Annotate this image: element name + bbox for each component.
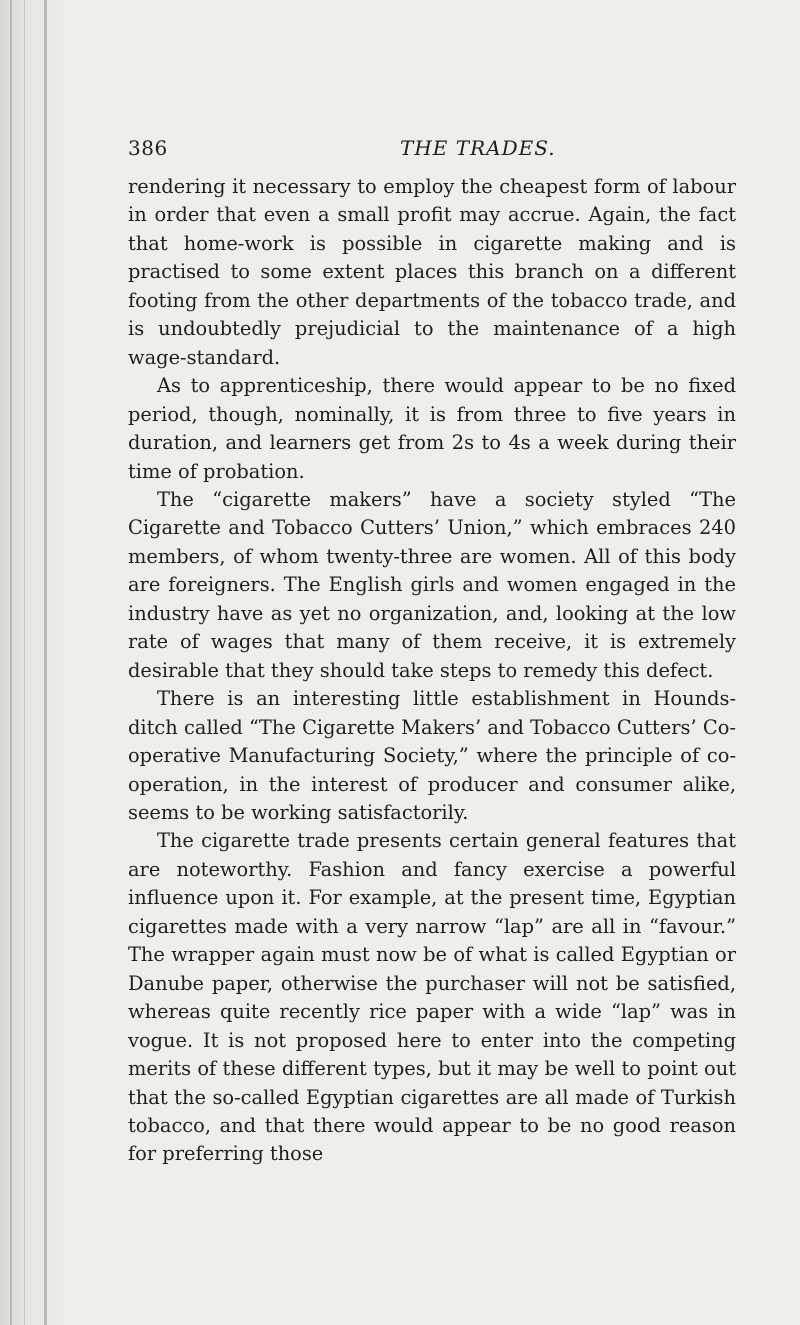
running-title: THE TRADES. <box>400 136 556 160</box>
paragraph: As to apprenticeship, there would appear to be no fixed period, though, nominally, it is from three to five years in duration, and learners get from 2s to 4s a week during their time of probation. <box>128 374 736 483</box>
body-text <box>128 173 736 1169</box>
paragraph: rendering it necessary to employ the cheapest form of labour in order that even a small profit may accrue. Again, the fact that home-work is possible in cigarette making and is practised to some extent places this branch on a different footing from the other departments of the tobacco trade, and is undoubtedly prejudicial to the maintenance of a high wage-standard. <box>128 175 736 369</box>
running-head <box>128 136 736 162</box>
book-page <box>128 136 736 1169</box>
binding-gutter <box>0 0 64 1325</box>
paragraph: The cigarette trade presents certain general features that are noteworthy. Fashion and fancy exercise a powerful influence upon it. For example, at the present time, Egyptian cigarettes made with a very narrow “lap” are all in “favour.” The wrapper again must now be of what is called Egyptian or Danube paper, otherwise the purchaser will not be satisfied, whereas quite recently rice paper with a wide “lap” was in vogue. It is not proposed here to enter into the competing merits of these different types, but it may be well to point out that the so-called Egyptian cigarettes are all made of Turkish tobacco, and that there would appear to be no good reason for preferring those <box>128 829 736 1166</box>
binding-shadow-line <box>24 0 25 1325</box>
binding-shadow-line <box>10 0 12 1325</box>
binding-shadow-line <box>44 0 47 1325</box>
paragraph: The “cigarette makers” have a society styled “The Cigarette and Tobacco Cutters’ Union,” which embraces 240 members, of whom twenty-three are women. All of this body are foreigners. The English girls and women engaged in the industry have as yet no organization, and, looking at the low rate of wages that many of them receive, it is extremely desirable that they should take steps to remedy this defect. <box>128 487 736 682</box>
paragraph: There is an interesting little establishment in Hounds-ditch called “The Cigarette Makers’ and Tobacco Cutters’ Co-operative Manufacturing Society,” where the principle of co-operation, in the interest of producer and consumer alike, seems to be working satisfactorily. <box>128 687 736 824</box>
page-number: 386 <box>128 136 168 160</box>
